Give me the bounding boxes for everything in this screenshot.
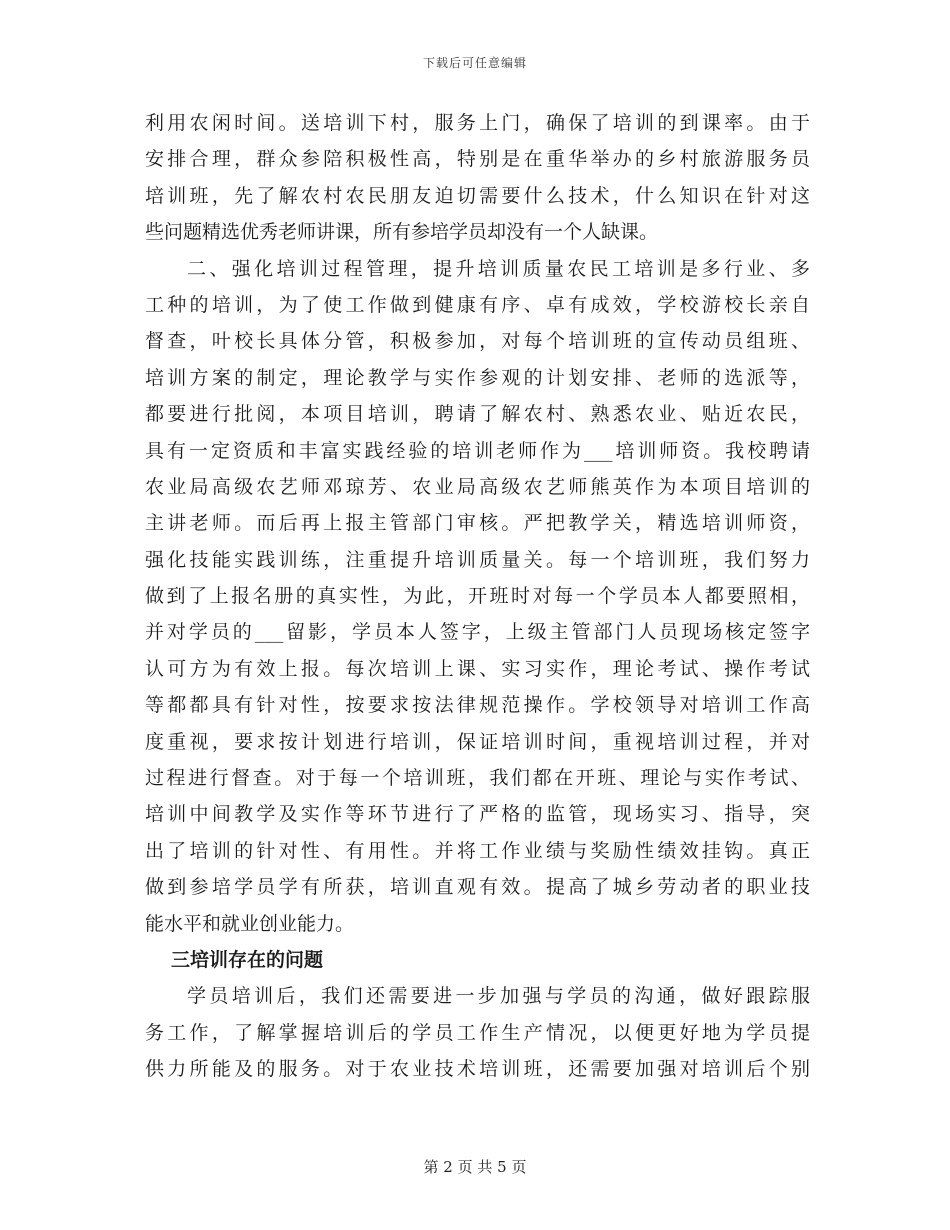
text-line: 培训中间教学及实作等环节进行了严格的监管，现场实习、指导，突 xyxy=(145,803,810,826)
section-heading: 三培训存在的问题 xyxy=(171,948,324,971)
page-footer: 第 2 页 共 5 页 xyxy=(423,1158,527,1176)
text-line: 过程进行督查。对于每一个培训班，我们都在开班、理论与实作考试、 xyxy=(145,767,810,790)
text-line: 做到参培学员学有所获，培训直观有效。提高了城乡劳动者的职业技 xyxy=(145,876,810,899)
text-line: 些问题精选优秀老师讲课，所有参培学员却没有一个人缺课。 xyxy=(145,221,659,244)
text-line: 出了培训的针对性、有用性。并将工作业绩与奖励性绩效挂钩。真正 xyxy=(145,839,810,862)
text-line: 都要进行批阅，本项目培训，聘请了解农村、熟悉农业、贴近农民， xyxy=(145,403,810,426)
text-line: 务工作，了解掌握培训后的学员工作生产情况，以便更好地为学员提 xyxy=(145,1021,810,1044)
text-line: 强化技能实践训练，注重提升培训质量关。每一个培训班，我们努力 xyxy=(145,548,810,571)
text-line: 能水平和就业创业能力。 xyxy=(145,912,355,935)
document-body xyxy=(145,105,810,1088)
text-line: 督查，叶校长具体分管，积极参加，对每个培训班的宣传动员组班、 xyxy=(145,330,810,353)
text-line: 培训方案的制定，理论教学与实作参观的计划安排、老师的选派等， xyxy=(145,366,810,389)
text-line: 具有一定资质和丰富实践经验的培训老师作为___培训师资。我校聘请 xyxy=(145,439,810,462)
text-line: 学员培训后，我们还需要进一步加强与学员的沟通，做好跟踪服 xyxy=(187,985,810,1008)
text-line: 工种的培训，为了使工作做到健康有序、卓有成效，学校游校长亲自 xyxy=(145,293,810,316)
text-line: 做到了上报名册的真实性，为此，开班时对每一个学员本人都要照相， xyxy=(145,585,810,608)
text-line: 安排合理，群众参陪积极性高，特别是在重华举办的乡村旅游服务员 xyxy=(145,148,810,171)
text-line: 主讲老师。而后再上报主管部门审核。严把教学关，精选培训师资， xyxy=(145,512,810,535)
text-line: 度重视，要求按计划进行培训，保证培训时间，重视培训过程，并对 xyxy=(145,730,810,753)
text-line: 培训班，先了解农村农民朋友迫切需要什么技术，什么知识在针对这 xyxy=(145,184,810,207)
text-line: 供力所能及的服务。对于农业技术培训班，还需要加强对培训后个别 xyxy=(145,1058,810,1081)
text-line: 等都都具有针对性，按要求按法律规范操作。学校领导对培训工作高 xyxy=(145,694,810,717)
text-line: 二、强化培训过程管理，提升培训质量农民工培训是多行业、多 xyxy=(187,257,810,280)
text-line: 并对学员的___留影，学员本人签字，上级主管部门人员现场核定签字 xyxy=(145,621,810,644)
page-header: 下载后可任意编辑 xyxy=(422,56,527,70)
text-line: 认可方为有效上报。每次培训上课、实习实作，理论考试、操作考试 xyxy=(145,657,810,680)
text-line: 农业局高级农艺师邓琼芳、农业局高级农艺师熊英作为本项目培训的 xyxy=(145,475,810,498)
text-line: 利用农闲时间。送培训下村，服务上门，确保了培训的到课率。由于 xyxy=(145,112,810,134)
